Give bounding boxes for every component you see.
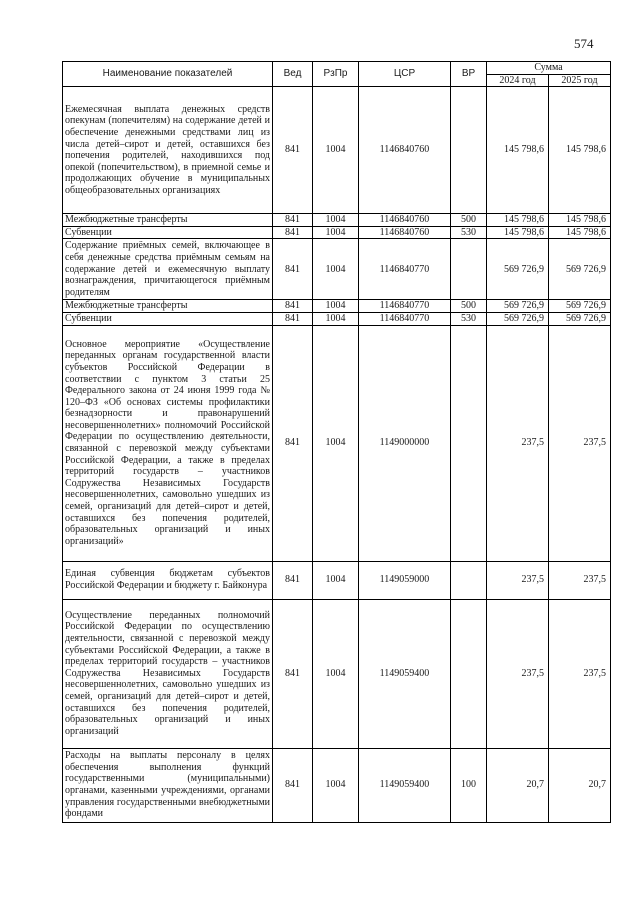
- row-sum-2025: 145 798,6: [549, 214, 611, 227]
- row-vr: [451, 325, 487, 561]
- header-name: Наименование показателей: [63, 62, 273, 87]
- row-sum-2024: 237,5: [487, 599, 549, 748]
- row-sum-2024: 569 726,9: [487, 300, 549, 313]
- table-row: [63, 214, 611, 227]
- row-vr: 500: [451, 214, 487, 227]
- row-sum-2025: 237,5: [549, 599, 611, 748]
- header-rzpr: РзПр: [313, 62, 359, 87]
- table-row: [63, 226, 611, 239]
- row-sum-2025: 20,7: [549, 748, 611, 822]
- row-ved: 841: [273, 226, 313, 239]
- row-vr: 530: [451, 312, 487, 325]
- table-row: [63, 748, 611, 822]
- row-name: Единая субвенция бюджетам субъектов Российской Федерации и бюджету г. Байконура: [63, 561, 273, 599]
- table-row: [63, 87, 611, 214]
- row-name: Основное мероприятие «Осуществление переданных органам государственной власти субъектов Российской Федерации в соответствии с пунктом 3 статьи 25 Федерального закона от 24 июня 1999 года № 120–ФЗ «Об основах системы профилактики безнадзорности и правонарушений несовершеннолетних» полномочий Российской Федерации по осуществлению деятельности, связанной с перевозкой между субъектами Российской Федерации, а также в пределах территорий государств – участников Содружества Независимых Государств несовершеннолетних, самовольно ушедших из семей, организаций для детей–сирот и детей, оставшихся без попечения родителей, образовательных организаций и иных организаций»: [63, 325, 273, 561]
- row-sum-2025: 237,5: [549, 325, 611, 561]
- row-ved: 841: [273, 214, 313, 227]
- row-rzpr: 1004: [313, 239, 359, 300]
- row-name: Межбюджетные трансферты: [63, 214, 273, 227]
- row-csr: 1146840770: [359, 300, 451, 313]
- row-sum-2024: 145 798,6: [487, 226, 549, 239]
- page-number: 574: [574, 36, 594, 51]
- row-vr: [451, 561, 487, 599]
- row-csr: 1149059400: [359, 748, 451, 822]
- row-vr: 500: [451, 300, 487, 313]
- row-sum-2025: 145 798,6: [549, 226, 611, 239]
- header-2024: 2024 год: [487, 74, 549, 87]
- header-ved: Вед: [273, 62, 313, 87]
- row-vr: [451, 239, 487, 300]
- row-ved: 841: [273, 300, 313, 313]
- row-ved: 841: [273, 748, 313, 822]
- row-sum-2025: 145 798,6: [549, 87, 611, 214]
- row-csr: 1146840770: [359, 312, 451, 325]
- row-name: Расходы на выплаты персоналу в целях обеспечения выполнения функций государственными (муниципальными) органами, казенными учреждениями, органами управления государственными внебюджетными фондами: [63, 748, 273, 822]
- row-vr: 530: [451, 226, 487, 239]
- table-row: [63, 300, 611, 313]
- row-csr: 1146840760: [359, 214, 451, 227]
- row-ved: 841: [273, 312, 313, 325]
- row-sum-2024: 569 726,9: [487, 239, 549, 300]
- row-vr: 100: [451, 748, 487, 822]
- table-row: [63, 599, 611, 748]
- row-rzpr: 1004: [313, 325, 359, 561]
- row-ved: 841: [273, 561, 313, 599]
- row-sum-2024: 237,5: [487, 325, 549, 561]
- row-sum-2025: 569 726,9: [549, 239, 611, 300]
- budget-table: [62, 61, 611, 823]
- row-name: Субвенции: [63, 312, 273, 325]
- row-sum-2024: 20,7: [487, 748, 549, 822]
- header-2025: 2025 год: [549, 74, 611, 87]
- row-csr: 1149059000: [359, 561, 451, 599]
- row-ved: 841: [273, 325, 313, 561]
- row-csr: 1149000000: [359, 325, 451, 561]
- row-vr: [451, 599, 487, 748]
- table-row: [63, 561, 611, 599]
- row-rzpr: 1004: [313, 87, 359, 214]
- header-csr: ЦСР: [359, 62, 451, 87]
- table-row: [63, 325, 611, 561]
- row-name: Субвенции: [63, 226, 273, 239]
- row-rzpr: 1004: [313, 312, 359, 325]
- row-sum-2025: 569 726,9: [549, 312, 611, 325]
- row-name: Содержание приёмных семей, включающее в себя денежные средства приёмным семьям на содержание детей и ежемесячную выплату вознаграждения, причитающегося приёмным родителям: [63, 239, 273, 300]
- row-ved: 841: [273, 87, 313, 214]
- row-rzpr: 1004: [313, 748, 359, 822]
- row-ved: 841: [273, 599, 313, 748]
- header-vr: ВР: [451, 62, 487, 87]
- row-sum-2025: 237,5: [549, 561, 611, 599]
- row-rzpr: 1004: [313, 300, 359, 313]
- row-name: Осуществление переданных полномочий Российской Федерации по осуществлению деятельности, связанной с перевозкой между субъектами Российской Федерации, а также в пределах территорий государств – участников Содружества Независимых Государств несовершеннолетних, самовольно ушедших из семей, организаций для детей–сирот и детей, оставшихся без попечения родителей, образовательных организаций и иных организаций: [63, 599, 273, 748]
- header-sum: Сумма: [487, 62, 611, 75]
- row-ved: 841: [273, 239, 313, 300]
- row-sum-2024: 145 798,6: [487, 214, 549, 227]
- row-rzpr: 1004: [313, 226, 359, 239]
- row-rzpr: 1004: [313, 561, 359, 599]
- row-name: Межбюджетные трансферты: [63, 300, 273, 313]
- row-csr: 1149059400: [359, 599, 451, 748]
- row-sum-2024: 145 798,6: [487, 87, 549, 214]
- row-sum-2024: 569 726,9: [487, 312, 549, 325]
- row-csr: 1146840760: [359, 87, 451, 214]
- row-sum-2024: 237,5: [487, 561, 549, 599]
- table-row: [63, 239, 611, 300]
- row-sum-2025: 569 726,9: [549, 300, 611, 313]
- row-vr: [451, 87, 487, 214]
- row-rzpr: 1004: [313, 214, 359, 227]
- row-name: Ежемесячная выплата денежных средств опекунам (попечителям) на содержание детей и обеспечение денежными средствами лиц из числа детей–сирот и детей, оставшихся без попечения родителей, находившихся под опекой (попечительством), в приемной семье и продолжающих обучение в муниципальных общеобразовательных организациях: [63, 87, 273, 214]
- row-csr: 1146840760: [359, 226, 451, 239]
- table-row: [63, 312, 611, 325]
- row-rzpr: 1004: [313, 599, 359, 748]
- row-csr: 1146840770: [359, 239, 451, 300]
